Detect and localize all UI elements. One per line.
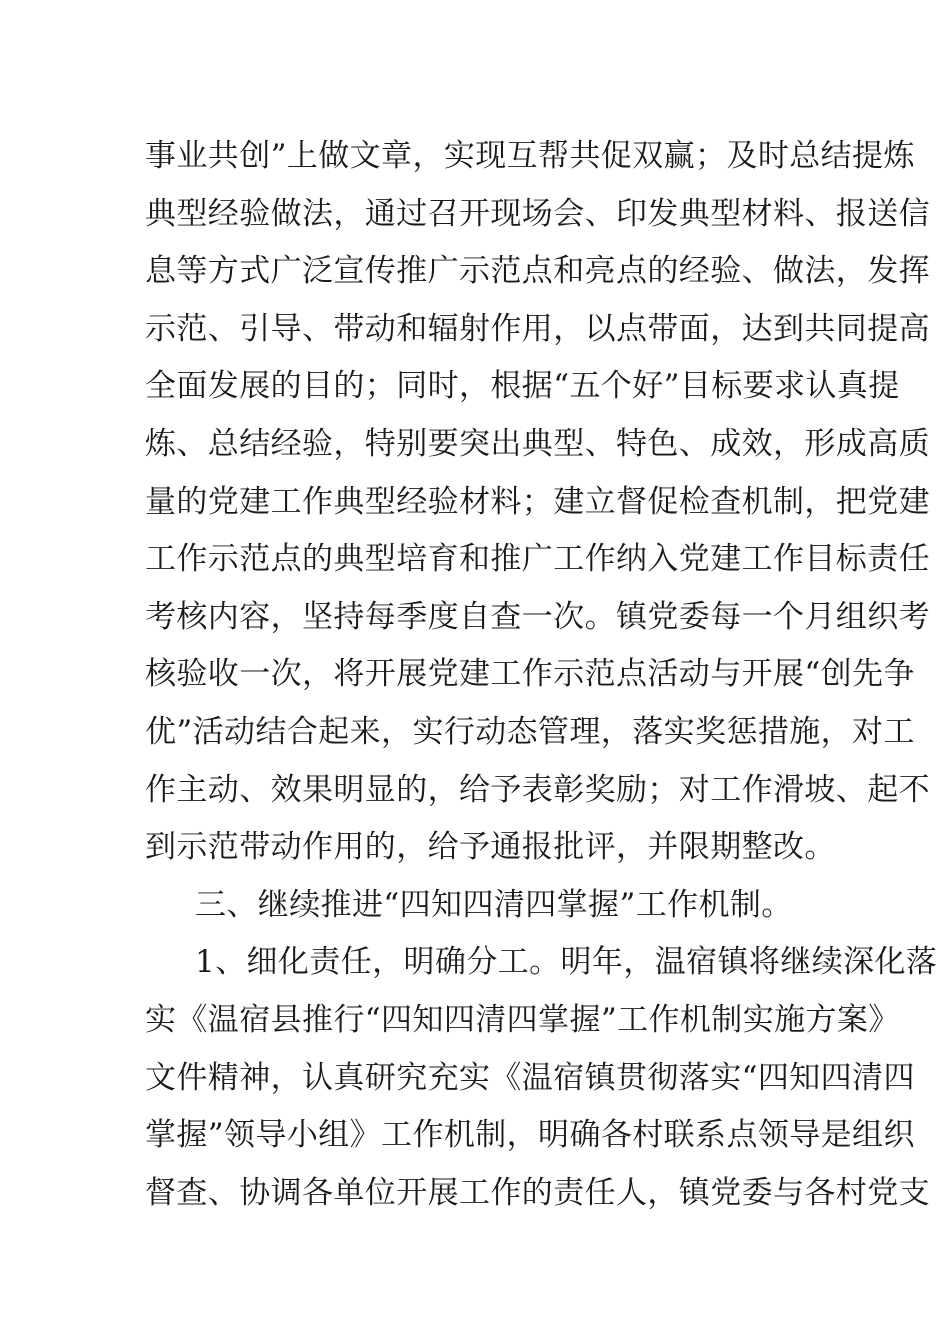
text-line: 量的党建工作典型经验材料；建立督促检查机制，把党建: [145, 483, 930, 520]
paragraph-start-line: 1、细化责任，明确分工。明年，温宿镇将继续深化落: [195, 944, 938, 981]
document-body: [145, 128, 938, 1222]
text-line: 到示范带动作用的，给予通报批评，并限期整改。: [145, 829, 836, 866]
text-line: 息等方式广泛宣传推广示范点和亮点的经验、做法，发挥: [145, 253, 930, 290]
text-line: 全面发展的目的；同时，根据“五个好”目标要求认真提: [145, 368, 900, 405]
text-line: 工作示范点的典型培育和推广工作纳入党建工作目标责任: [145, 541, 930, 578]
text-line: 督查、协调各单位开展工作的责任人，镇党委与各村党支: [145, 1174, 930, 1211]
text-line: 核验收一次，将开展党建工作示范点活动与开展“创先争: [145, 656, 915, 693]
text-line: 典型经验做法，通过召开现场会、印发典型材料、报送信: [145, 195, 930, 232]
text-line: 事业共创”上做文章，实现互帮共促双赢；及时总结提炼: [145, 138, 915, 174]
text-line: 考核内容，坚持每季度自查一次。镇党委每一个月组织考: [145, 598, 930, 635]
text-line: 文件精神，认真研究充实《温宿镇贯彻落实“四知四清四: [145, 1059, 915, 1096]
text-line: 作主动、效果明显的，给予表彰奖励；对工作滑坡、起不: [145, 771, 930, 808]
text-line: 优”活动结合起来，实行动态管理，落实奖惩措施，对工: [145, 713, 915, 750]
section-heading: 三、继续推进“四知四清四掌握”工作机制。: [195, 886, 793, 923]
text-line: 炼、总结经验，特别要突出典型、特色、成效，形成高质: [145, 425, 930, 462]
text-line: 示范、引导、带动和辐射作用，以点带面，达到共同提高: [145, 310, 930, 347]
text-line: 掌握”领导小组》工作机制，明确各村联系点领导是组织: [145, 1117, 915, 1154]
text-line: 实《温宿县推行“四知四清四掌握”工作机制实施方案》: [145, 1001, 900, 1038]
